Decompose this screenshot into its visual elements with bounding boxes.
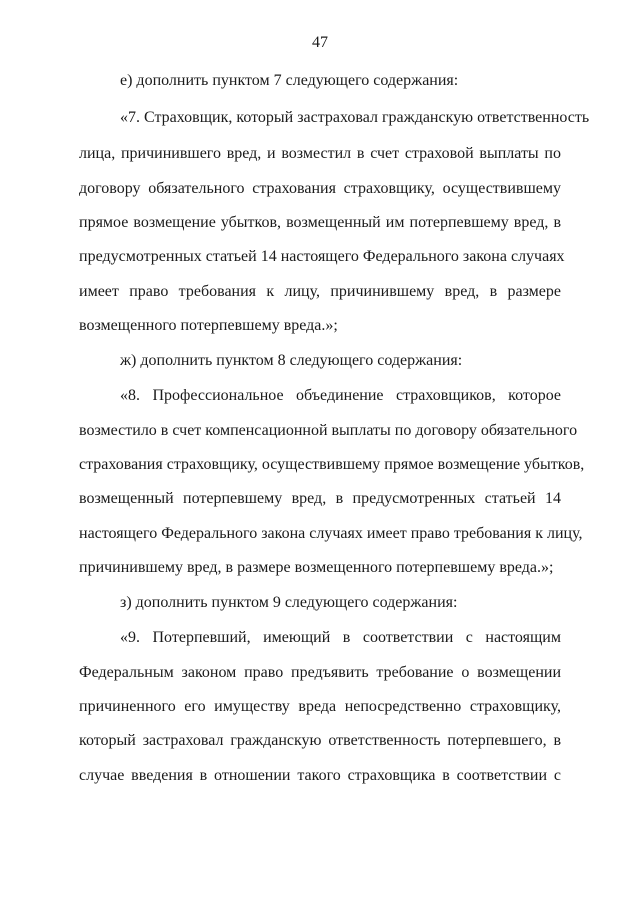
paragraph-line: причинившему вред, в размере возмещенного потерпевшему вреда.»;: [79, 559, 554, 576]
page-number: 47: [312, 34, 328, 51]
subpoint-z-heading: з) дополнить пунктом 9 следующего содержания:: [120, 594, 458, 611]
subpoint-e-heading: е) дополнить пунктом 7 следующего содержания:: [120, 72, 459, 89]
paragraph-line: страхования страховщику, осуществившему прямое возмещение убытков,: [79, 456, 585, 473]
paragraph-line: случае введения в отношении такого страховщика в соответствии с: [79, 767, 561, 784]
paragraph-line: «9. Потерпевший, имеющий в соответствии с настоящим: [120, 629, 561, 646]
paragraph-line: возместило в счет компенсационной выплаты по договору обязательного: [79, 422, 578, 439]
paragraph-line: который застраховал гражданскую ответственность потерпевшего, в: [79, 732, 561, 749]
paragraph-line: причиненного его имуществу вреда непосредственно страховщику,: [79, 698, 561, 715]
paragraph-line: «8. Профессиональное объединение страховщиков, которое: [120, 387, 561, 404]
paragraph-line: Федеральным законом право предъявить требование о возмещении: [79, 664, 561, 681]
paragraph-line: «7. Страховщик, который застраховал гражданскую ответственность: [120, 109, 590, 126]
subpoint-zh-heading: ж) дополнить пунктом 8 следующего содержания:: [120, 352, 463, 369]
paragraph-line: предусмотренных статьей 14 настоящего Федерального закона случаях: [79, 248, 565, 265]
paragraph-line: возмещенный потерпевшему вред, в предусмотренных статьей 14: [79, 490, 561, 507]
paragraph-line: договору обязательного страхования страховщику, осуществившему: [79, 180, 561, 197]
paragraph-line: прямое возмещение убытков, возмещенный им потерпевшему вред, в: [79, 214, 561, 231]
paragraph-line: настоящего Федерального закона случаях имеет право требования к лицу,: [79, 525, 583, 542]
paragraph-line: имеет право требования к лицу, причинившему вред, в размере: [79, 283, 561, 300]
paragraph-line: возмещенного потерпевшему вреда.»;: [79, 317, 338, 334]
paragraph-line: лица, причинившего вред, и возместил в счет страховой выплаты по: [79, 145, 561, 162]
